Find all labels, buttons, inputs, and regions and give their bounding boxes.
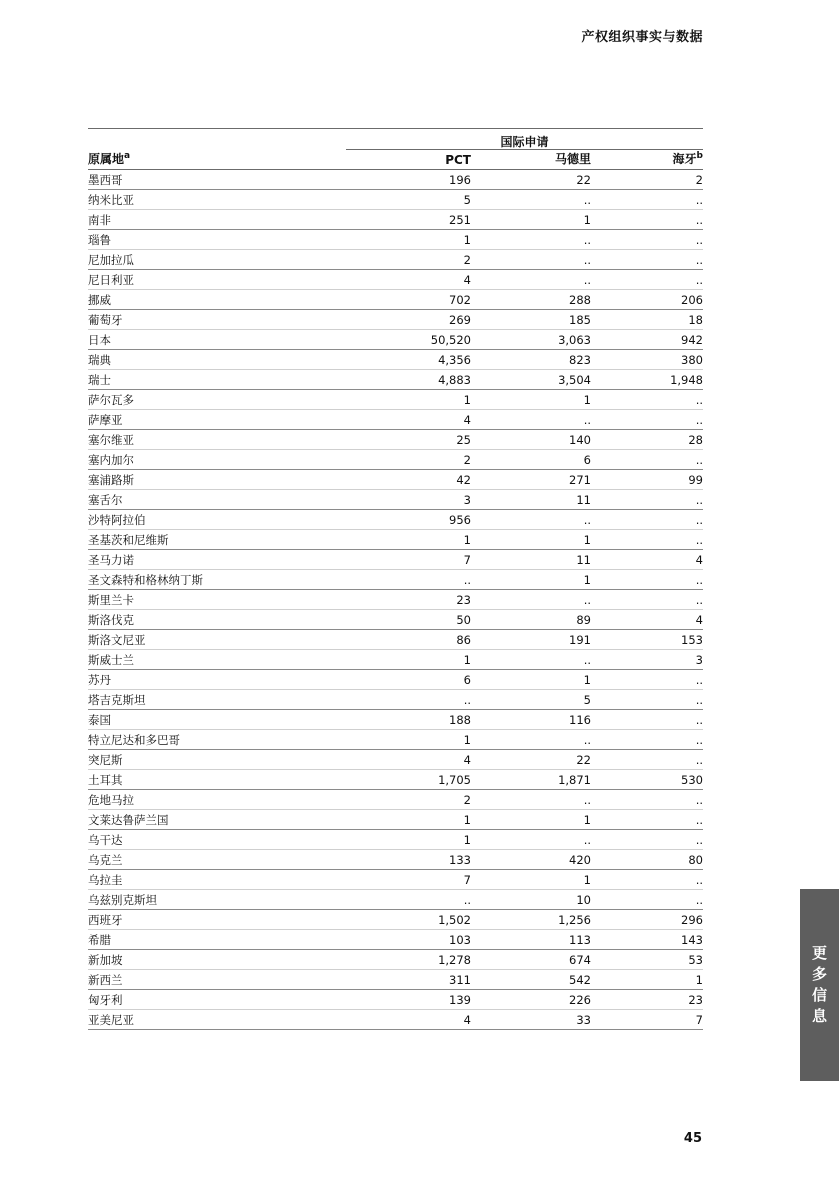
cell-pct: 133 [449,853,471,867]
cell-origin: 圣文森特和格林纳丁斯 [88,573,203,587]
cell-origin: 沙特阿拉伯 [88,513,146,527]
table-row [88,570,703,590]
cell-origin: 塔吉克斯坦 [88,693,146,707]
table-row [88,1010,703,1030]
cell-hague: .. [695,733,703,747]
table-row [88,290,703,310]
cell-hague: .. [695,873,703,887]
table-row [88,810,703,830]
cell-pct: 1,705 [438,773,471,787]
cell-pct: .. [463,573,471,587]
table-row [88,330,703,350]
cell-origin: 乌兹别克斯坦 [88,893,157,907]
cell-hague: .. [695,393,703,407]
cell-hague: 28 [688,433,703,447]
cell-pct: 196 [449,173,471,187]
cell-origin: 斯洛伐克 [88,613,134,627]
cell-madrid: 1 [583,533,591,547]
table-row [88,670,703,690]
cell-origin: 纳米比亚 [88,193,134,207]
table-row [88,470,703,490]
table-row [88,890,703,910]
table-row [88,230,703,250]
column-header-hague-label: 海牙 [672,152,697,166]
cell-hague: 7 [695,1013,703,1027]
cell-madrid: 6 [583,453,591,467]
table-row [88,650,703,670]
footnote-marker-b: b [696,151,703,161]
cell-hague: .. [695,213,703,227]
cell-madrid: 89 [576,613,591,627]
table-row [88,430,703,450]
cell-madrid: .. [583,193,591,207]
cell-hague: 206 [681,293,703,307]
cell-madrid: .. [583,273,591,287]
table-row [88,850,703,870]
cell-pct: .. [463,693,471,707]
cell-pct: 139 [449,993,471,1007]
cell-madrid: 1 [583,393,591,407]
cell-madrid: 140 [569,433,591,447]
cell-hague: .. [695,573,703,587]
cell-origin: 萨摩亚 [88,413,123,427]
cell-hague: .. [695,253,703,267]
cell-origin: 乌克兰 [88,853,123,867]
cell-madrid: .. [583,833,591,847]
cell-pct: 7 [463,873,471,887]
cell-pct: 4,883 [438,373,471,387]
table-row [88,350,703,370]
cell-hague: 23 [688,993,703,1007]
group-header-international-applications: 国际申请 [500,135,549,149]
cell-pct: 188 [449,713,471,727]
column-header-origin-label: 原属地 [88,152,125,166]
table-body [88,170,703,1030]
cell-origin: 日本 [88,333,111,347]
cell-madrid: .. [583,413,591,427]
cell-pct: 251 [449,213,471,227]
cell-origin: 乌干达 [88,833,123,847]
cell-origin: 匈牙利 [88,993,123,1007]
column-header-hague [591,150,703,167]
cell-pct: 4 [463,1013,471,1027]
cell-madrid: .. [583,793,591,807]
cell-pct: 1 [463,533,471,547]
table-row [88,870,703,890]
cell-madrid: 116 [569,713,591,727]
cell-origin: 特立尼达和多巴哥 [88,733,180,747]
cell-pct: 1 [463,653,471,667]
cell-pct: 1 [463,233,471,247]
cell-origin: 瑙鲁 [88,233,111,247]
cell-pct: 50 [456,613,471,627]
table-row [88,210,703,230]
cell-madrid: 226 [569,993,591,1007]
cell-pct: 1 [463,813,471,827]
cell-madrid: .. [583,653,591,667]
cell-madrid: .. [583,593,591,607]
cell-hague: .. [695,533,703,547]
table-row [88,190,703,210]
cell-pct: 103 [449,933,471,947]
cell-hague: .. [695,753,703,767]
cell-hague: .. [695,693,703,707]
table-row [88,910,703,930]
cell-origin: 瑞典 [88,353,111,367]
cell-hague: 143 [681,933,703,947]
cell-hague: 1 [695,973,703,987]
cell-origin: 瑞士 [88,373,111,387]
table-row [88,750,703,770]
cell-hague: .. [695,413,703,427]
cell-madrid: 674 [569,953,591,967]
cell-madrid: .. [583,513,591,527]
cell-pct: 3 [463,493,471,507]
cell-origin: 西班牙 [88,913,123,927]
cell-hague: .. [695,593,703,607]
cell-hague: 1,948 [670,373,703,387]
cell-pct: 23 [456,593,471,607]
table-row [88,490,703,510]
more-information-character: 信 [811,986,827,1004]
more-information-character: 更 [811,944,827,962]
cell-madrid: 823 [569,353,591,367]
cell-hague: 4 [695,553,703,567]
table-row [88,630,703,650]
cell-origin: 苏丹 [88,673,111,687]
column-header-origin [88,150,346,167]
table-row [88,170,703,190]
table-row [88,690,703,710]
cell-madrid: 22 [576,173,591,187]
cell-pct: 5 [463,193,471,207]
cell-madrid: 271 [569,473,591,487]
cell-pct: 50,520 [430,333,471,347]
cell-pct: 6 [463,673,471,687]
cell-origin: 圣基茨和尼维斯 [88,533,169,547]
more-information-character: 息 [811,1007,827,1025]
cell-origin: 泰国 [88,713,111,727]
cell-madrid: 1 [583,673,591,687]
cell-pct: 42 [456,473,471,487]
cell-madrid: 33 [576,1013,591,1027]
table-row [88,270,703,290]
cell-origin: 尼日利亚 [88,273,134,287]
table-group-header-row [88,128,703,150]
cell-pct: 1 [463,833,471,847]
cell-hague: 3 [695,653,703,667]
column-header-pct: PCT [445,153,471,167]
cell-pct: 4 [463,273,471,287]
cell-hague: .. [695,673,703,687]
cell-madrid: 288 [569,293,591,307]
cell-origin: 挪威 [88,293,111,307]
table-row [88,790,703,810]
more-information-tab[interactable] [800,889,839,1081]
more-information-character: 多 [811,965,827,983]
cell-madrid: 3,504 [558,373,591,387]
table-row [88,390,703,410]
table-row [88,250,703,270]
cell-pct: 86 [456,633,471,647]
cell-madrid: 3,063 [558,333,591,347]
cell-hague: .. [695,833,703,847]
cell-pct: 1,502 [438,913,471,927]
cell-origin: 亚美尼亚 [88,1013,134,1027]
cell-hague: .. [695,713,703,727]
cell-pct: 2 [463,793,471,807]
cell-hague: 4 [695,613,703,627]
cell-pct: 269 [449,313,471,327]
cell-madrid: 11 [576,493,591,507]
cell-origin: 塞浦路斯 [88,473,134,487]
cell-pct: 1 [463,733,471,747]
cell-hague: 942 [681,333,703,347]
table-row [88,610,703,630]
cell-pct: 2 [463,253,471,267]
cell-madrid: 191 [569,633,591,647]
cell-pct: 4 [463,413,471,427]
table-row [88,830,703,850]
cell-madrid: 10 [576,893,591,907]
cell-origin: 墨西哥 [88,173,123,187]
cell-origin: 新加坡 [88,953,123,967]
table-row [88,530,703,550]
cell-hague: .. [695,793,703,807]
table-column-headers [88,150,703,170]
cell-madrid: 1 [583,813,591,827]
cell-madrid: 1 [583,873,591,887]
table-row [88,590,703,610]
statistics-table [88,128,703,1030]
table-row [88,930,703,950]
cell-madrid: .. [583,233,591,247]
cell-origin: 突尼斯 [88,753,123,767]
table-row [88,370,703,390]
cell-hague: .. [695,813,703,827]
cell-origin: 危地马拉 [88,793,134,807]
table-row [88,710,703,730]
running-header-title: 产权组织事实与数据 [581,30,703,45]
cell-hague: .. [695,493,703,507]
cell-origin: 塞舌尔 [88,493,123,507]
cell-origin: 萨尔瓦多 [88,393,134,407]
cell-origin: 斯里兰卡 [88,593,134,607]
table-row [88,310,703,330]
cell-madrid: .. [583,253,591,267]
cell-origin: 希腊 [88,933,111,947]
cell-origin: 尼加拉瓜 [88,253,134,267]
cell-hague: 80 [688,853,703,867]
cell-origin: 乌拉圭 [88,873,123,887]
column-header-madrid: 马德里 [554,152,591,166]
footnote-marker-a: a [124,151,131,161]
cell-pct: 2 [463,453,471,467]
cell-hague: 380 [681,353,703,367]
cell-hague: .. [695,193,703,207]
cell-pct: 7 [463,553,471,567]
cell-hague: .. [695,453,703,467]
cell-madrid: 1 [583,573,591,587]
cell-hague: 530 [681,773,703,787]
cell-pct: 702 [449,293,471,307]
cell-hague: .. [695,893,703,907]
cell-madrid: 1,256 [558,913,591,927]
cell-madrid: 1,871 [558,773,591,787]
cell-hague: 18 [688,313,703,327]
cell-origin: 南非 [88,213,111,227]
page-number: 45 [683,1131,702,1146]
cell-hague: .. [695,273,703,287]
cell-hague: 99 [688,473,703,487]
cell-hague: .. [695,513,703,527]
cell-pct: 4 [463,753,471,767]
table-row [88,950,703,970]
cell-hague: 296 [681,913,703,927]
cell-hague: 53 [688,953,703,967]
cell-madrid: 11 [576,553,591,567]
cell-pct: 311 [449,973,471,987]
table-row [88,550,703,570]
table-row [88,450,703,470]
cell-origin: 圣马力诺 [88,553,134,567]
table-row [88,970,703,990]
cell-pct: 1,278 [438,953,471,967]
cell-madrid: 420 [569,853,591,867]
cell-origin: 斯威士兰 [88,653,134,667]
cell-origin: 塞尔维亚 [88,433,134,447]
cell-hague: 153 [681,633,703,647]
cell-origin: 文莱达鲁萨兰国 [88,813,169,827]
cell-origin: 斯洛文尼亚 [88,633,146,647]
cell-origin: 葡萄牙 [88,313,123,327]
cell-madrid: .. [583,733,591,747]
table-row [88,770,703,790]
cell-hague: .. [695,233,703,247]
cell-madrid: 185 [569,313,591,327]
cell-hague: 2 [695,173,703,187]
table-row [88,990,703,1010]
cell-pct: .. [463,893,471,907]
cell-madrid: 113 [569,933,591,947]
cell-origin: 土耳其 [88,773,123,787]
table-row [88,730,703,750]
table-row [88,510,703,530]
cell-madrid: 1 [583,213,591,227]
cell-pct: 956 [449,513,471,527]
cell-madrid: 542 [569,973,591,987]
cell-pct: 1 [463,393,471,407]
cell-origin: 塞内加尔 [88,453,134,467]
cell-pct: 25 [456,433,471,447]
group-header-rule [346,149,703,150]
cell-madrid: 22 [576,753,591,767]
cell-pct: 4,356 [438,353,471,367]
cell-madrid: 5 [583,693,591,707]
table-row [88,410,703,430]
cell-origin: 新西兰 [88,973,123,987]
